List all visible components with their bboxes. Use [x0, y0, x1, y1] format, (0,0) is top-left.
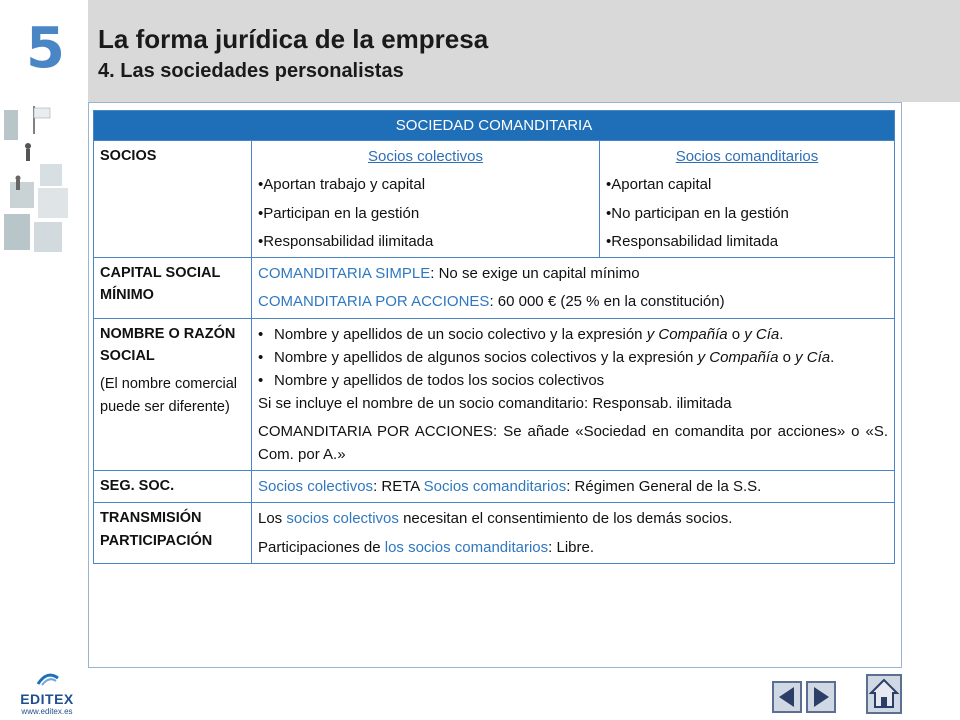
bullet-icon: •: [258, 204, 264, 222]
list-item: Responsabilidad limitada: [611, 232, 779, 250]
socios-colectivos-cell: [252, 141, 600, 258]
bullet-icon: •: [258, 372, 264, 389]
triangle-right-icon: [808, 683, 834, 711]
editex-logo-mark: [12, 668, 82, 688]
emphasis-text: y Cía: [744, 325, 780, 343]
editex-logo[interactable]: [12, 668, 82, 714]
table-row: [94, 141, 895, 258]
capital-acciones-text: : 60 000 € (25 % en la constitución): [489, 293, 725, 311]
table-heading: SOCIEDAD COMANDITARIA: [94, 111, 895, 141]
list-item: [258, 369, 888, 392]
triangle-left-icon: [774, 683, 800, 711]
table-row: [94, 471, 895, 503]
transmision-text: : Libre.: [548, 538, 595, 556]
table-row: [94, 258, 895, 319]
emphasis-text: y Compañía: [697, 348, 779, 366]
bullet-icon: •: [258, 325, 264, 343]
bullet-text: Nombre y apellidos de todos los socios colectivos: [274, 372, 605, 389]
bullet-icon: •: [258, 232, 264, 250]
socios-colectivos-term: socios colectivos: [286, 510, 399, 528]
socios-colectivos-link[interactable]: Socios colectivos: [367, 148, 484, 165]
socios-colectivos-term: Socios colectivos: [258, 478, 374, 495]
capital-simple-text: : No se exige un capital mínimo: [430, 265, 640, 282]
socios-comanditarios-term: Socios comanditarios: [423, 478, 567, 495]
list-item: Aportan trabajo y capital: [263, 176, 426, 194]
socios-comanditarios-term: los socios comanditarios: [384, 538, 549, 556]
nombre-label: NOMBRE O RAZÓN SOCIAL: [100, 325, 236, 364]
capital-cell: [252, 258, 895, 319]
seg-soc-cell: [252, 471, 895, 503]
bullet-icon: •: [258, 348, 264, 366]
chapter-number: 5: [26, 16, 65, 81]
list-item: [258, 323, 888, 346]
list-item: Aportan capital: [611, 176, 712, 194]
table-row: [94, 318, 895, 471]
list-item: [258, 346, 888, 369]
list-item: Participan en la gestión: [263, 204, 420, 222]
logo-wordmark: EDITEX: [20, 691, 74, 707]
house-icon: [868, 676, 900, 712]
transmision-cell: [252, 503, 895, 564]
transmision-text: Los: [258, 510, 287, 528]
home-button[interactable]: [866, 674, 902, 714]
bullet-icon: •: [258, 176, 264, 194]
next-slide-button[interactable]: [806, 681, 836, 713]
seg-soc-text: : Régimen General de la S.S.: [566, 478, 762, 495]
nombre-cell: [252, 318, 895, 471]
emphasis-text: y Cía: [795, 348, 831, 366]
bullet-text: .: [779, 325, 784, 343]
seg-soc-text: : RETA: [373, 478, 424, 495]
nombre-note: (El nombre comercial puede ser diferente): [100, 376, 237, 415]
comanditaria-simple-term: COMANDITARIA SIMPLE: [258, 265, 431, 282]
transmision-text: Participaciones de: [258, 538, 385, 556]
page-title: La forma jurídica de la empresa: [98, 24, 489, 54]
row-label-nombre: [94, 318, 252, 471]
bullet-text: Nombre y apellidos de algunos socios colectivos y la expresión: [274, 348, 698, 366]
row-label-seg-soc: SEG. SOC.: [94, 471, 252, 503]
page-subtitle: 4. Las sociedades personalistas: [98, 60, 404, 82]
row-label-capital: CAPITAL SOCIAL MÍNIMO: [94, 258, 252, 319]
table-row: [94, 503, 895, 564]
socios-comanditarios-link[interactable]: Socios comanditarios: [675, 148, 819, 165]
bullet-icon: •: [606, 204, 612, 222]
emphasis-text: y Compañía: [646, 325, 728, 343]
list-item: No participan en la gestión: [611, 204, 789, 222]
bullet-icon: •: [606, 232, 612, 250]
list-item: Responsabilidad ilimitada: [263, 232, 434, 250]
bullet-text: o: [727, 325, 745, 343]
row-label-transmision: TRANSMISIÓN PARTICIPACIÓN: [94, 503, 252, 564]
logo-url: www.editex.es: [21, 707, 73, 716]
decorative-illustration: [0, 104, 72, 264]
comanditaria-acciones-term: COMANDITARIA POR ACCIONES: [258, 293, 490, 311]
socios-comanditarios-cell: [600, 141, 895, 258]
bullet-text: .: [830, 348, 835, 366]
row-label-socios: SOCIOS: [94, 141, 252, 258]
transmision-text: necesitan el consentimiento de los demás socios.: [398, 510, 733, 528]
nombre-extra-text: Si se incluye el nombre de un socio comanditario: Responsab. ilimitada: [258, 395, 732, 413]
nombre-acciones-text: COMANDITARIA POR ACCIONES: Se añade «Sociedad en comandita por acciones» o «S. Com. por A.»: [258, 422, 888, 463]
bullet-icon: •: [606, 176, 612, 194]
bullet-text: Nombre y apellidos de un socio colectivo y la expresión: [274, 325, 647, 343]
previous-slide-button[interactable]: [772, 681, 802, 713]
bullet-text: o: [778, 348, 796, 366]
sociedad-comanditaria-table: [93, 110, 895, 564]
